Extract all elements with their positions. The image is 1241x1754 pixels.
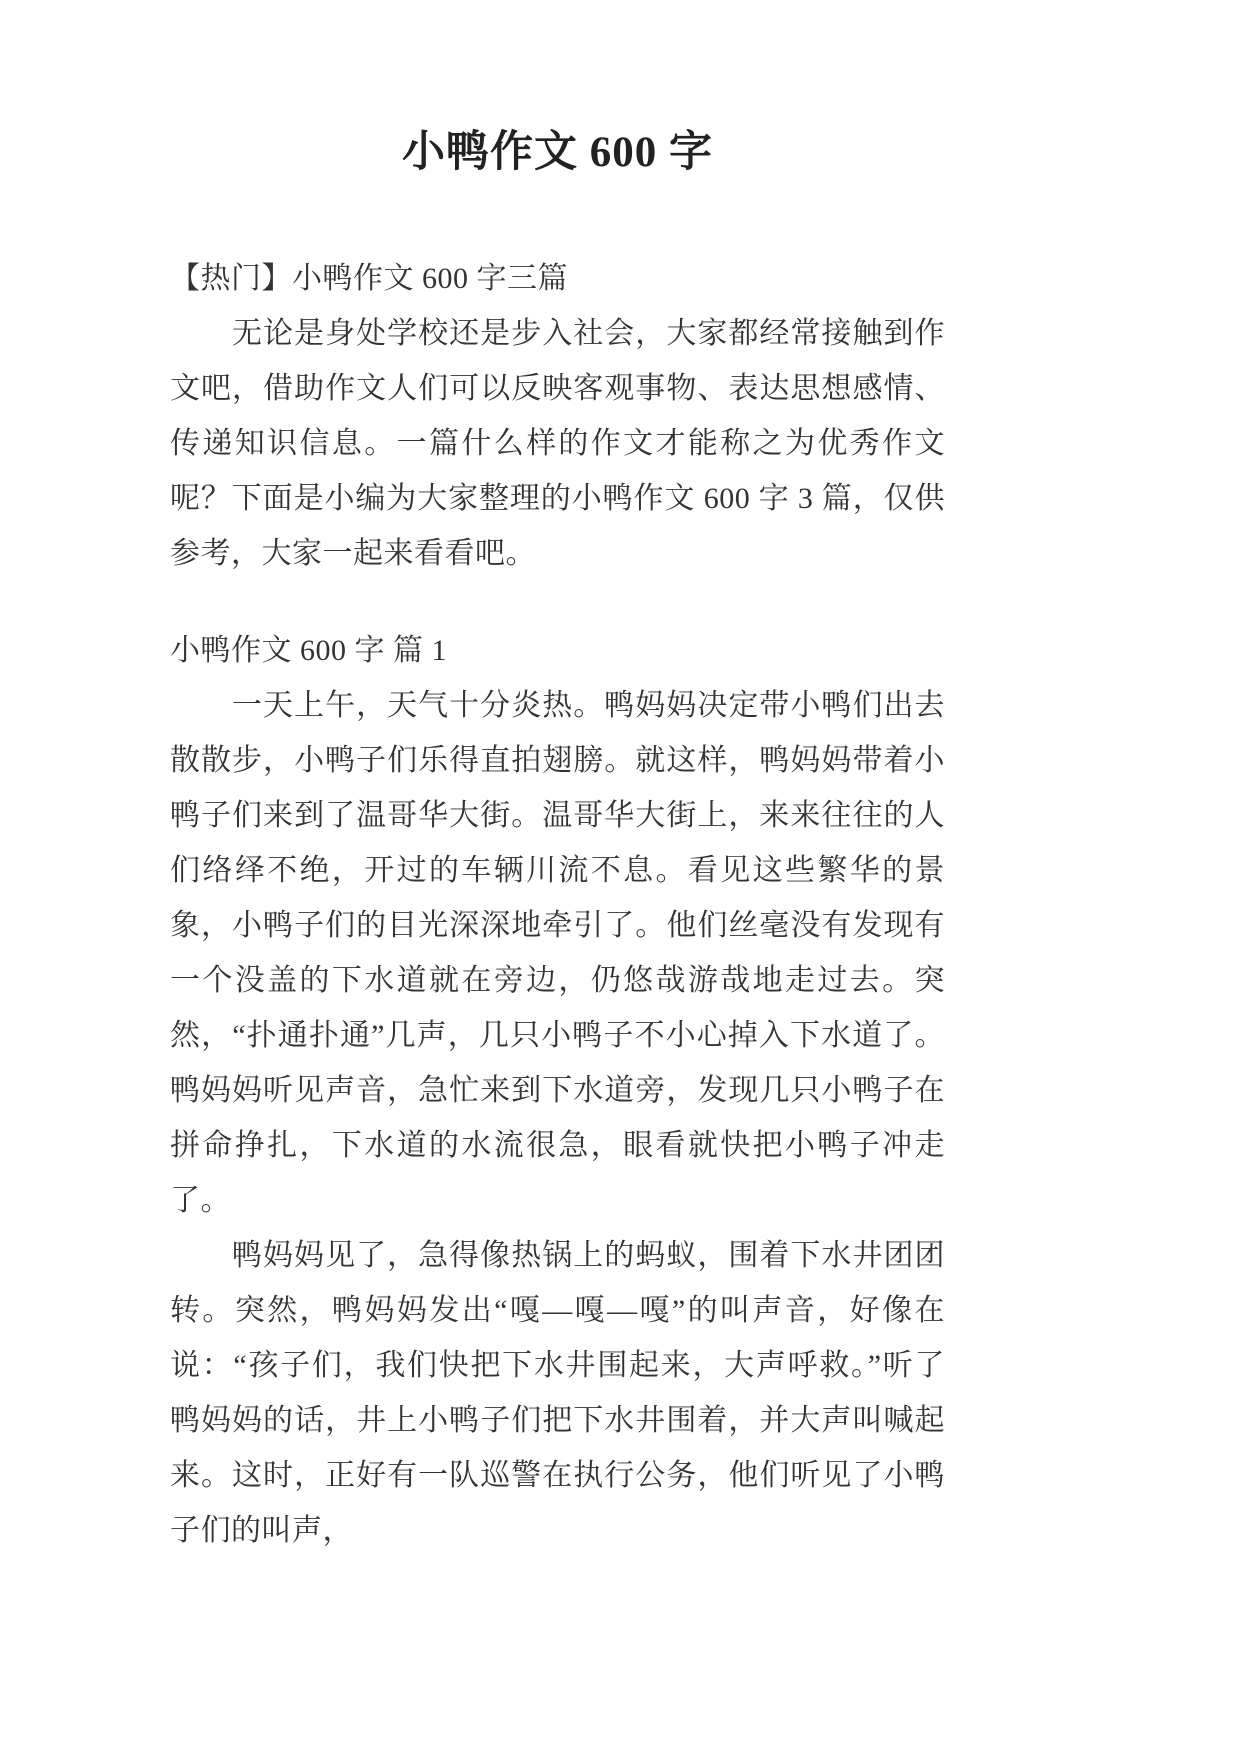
paragraph-essay-1-part-1: 一天上午，天气十分炎热。鸭妈妈决定带小鸭们出去散散步，小鸭子们乐得直拍翅膀。就这样，鸭妈妈带着小鸭子们来到了温哥华大街。温哥华大街上，来来往往的人们络绎不绝，开过的车辆川流不息。看见这些繁华的景象，小鸭子们的目光深深地牵引了。他们丝毫没有发现有一个没盖的下水道就在旁边，仍悠哉游哉地走过去。突然，“扑通扑通”几声，几只小鸭子不小心掉入下水道了。鸭妈妈听见声音，急忙来到下水道旁，发现几只小鸭子在拼命挣扎，下水道的水流很急，眼看就快把小鸭子冲走了。 <box>170 689 945 1217</box>
paragraph-intro: 无论是身处学校还是步入社会，大家都经常接触到作文吧，借助作文人们可以反映客观事物、表达思想感情、传递知识信息。一篇什么样的作文才能称之为优秀作文呢？下面是小编为大家整理的小鸭作文 600 字 3 篇，仅供参考，大家一起来看看吧。 <box>170 317 945 570</box>
paragraph-hot-subheading: 【热门】小鸭作文 600 字三篇 <box>170 262 568 295</box>
paragraph-essay-1-part-2: 鸭妈妈见了，急得像热锅上的蚂蚁，围着下水井团团转。突然，鸭妈妈发出“嘎—嘎—嘎”的叫声音，好像在说：“孩子们，我们快把下水井围起来，大声呼救。”听了鸭妈妈的话，井上小鸭子们把下水井围着，并大声叫喊起来。这时，正好有一队巡警在执行公务，他们听见了小鸭子们的叫声， <box>170 1239 945 1547</box>
section-heading-essay-1: 小鸭作文 600 字 篇 1 <box>170 634 447 667</box>
blank-line-spacer <box>170 581 945 623</box>
document-title: 小鸭作文 600 字 <box>402 129 713 176</box>
